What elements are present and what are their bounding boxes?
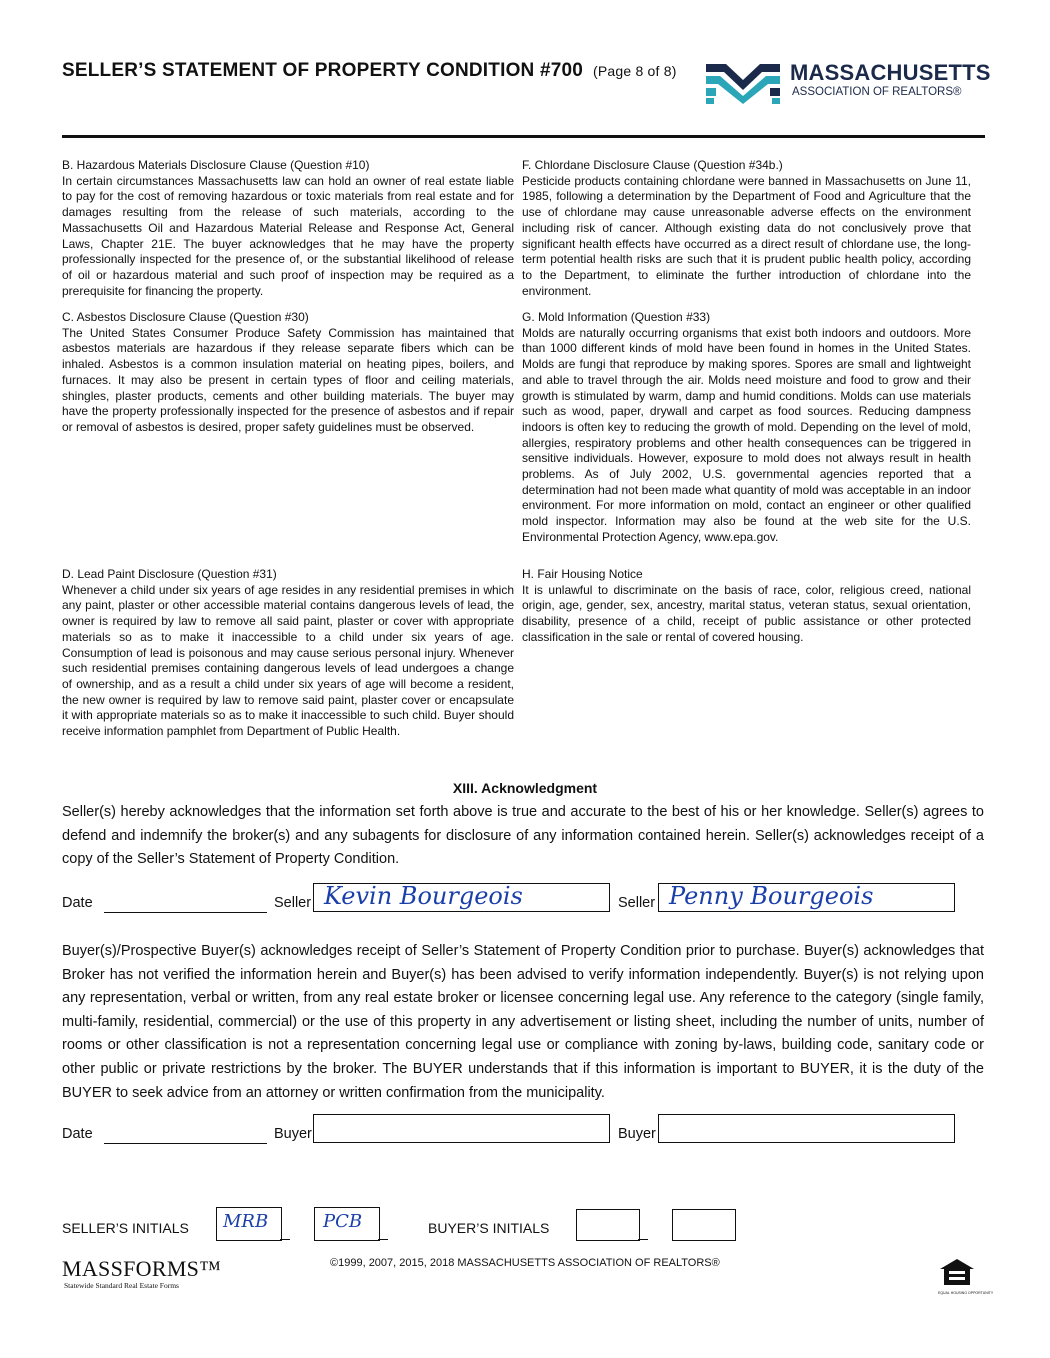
section-chlordane <box>522 158 971 299</box>
seller1-signature: Kevin Bourgeois <box>324 882 523 910</box>
seller2-signature: Penny Bourgeois <box>669 882 874 910</box>
seller2-signature-box[interactable] <box>658 883 955 912</box>
buyer1-signature-box[interactable] <box>313 1114 610 1143</box>
buyer-date-field[interactable] <box>104 1143 267 1144</box>
buyer-initials-label: BUYER’S INITIALS <box>428 1220 550 1236</box>
seller-acknowledgment-text: Seller(s) hereby acknowledges that the information set forth above is true and accurate to the best of his or her knowledge. Seller(s) agrees to defend and indemnify the broker(s) and any subagents for disclosure of any information contained herein. Seller(s) acknowledges receipt of a copy of the Seller’s Statement of Property Condition. <box>62 804 984 868</box>
form-title-text: SELLER’S STATEMENT OF PROPERTY CONDITION #700 <box>62 60 584 81</box>
section-body: It is unlawful to discriminate on the basis of race, color, religious creed, national origin, age, gender, sex, ancestry, marital status, veteran status, sexual orientation, disability, presence of a child, receipt of public assistance or other protected classification in the sale or rental of covered housing. <box>522 582 971 644</box>
seller-date-label: Date <box>62 895 93 911</box>
seller1-initials-box[interactable] <box>216 1207 282 1241</box>
section-body: Whenever a child under six years of age resides in any residential premises in which any paint, plaster or other accessible material contains dangerous levels of lead, the owner is required by law to remove all said paint, plaster or cover with appropriate materials so as to make it inaccessible to a child under six years of age. Consumption of lead is poisonous and may cause serious personal injury. Whenever such residential premises containing dangerous levels of lead undergoes a change of ownership, and as a result a child under six years of age will become a resident, the new owner is required by law to remove said paint, plaster cover or encapsulate it with appropriate materials so as to make it inaccessible to such child. Buyer should receive information pamphlet from Department of Public Health. <box>62 582 514 739</box>
seller2-initials: PCB <box>323 1211 363 1232</box>
section-body: Molds are naturally occurring organisms that exist both indoors and outdoors. More than 1000 different kinds of mold have been found in homes in the United States. Molds are fungi that reproduce by making spores. Spores are small and lightweight and able to travel through the air. Molds need moisture and food to grow and their growth is stimulated by warm, damp and humid conditions. Molds can use materials such as wood, paper, drywall and carpet as food sources. Reducing dampness indoors is often key to reducing the growth of mold. Depending on the level of mold, allergies, respiratory problems and other health consequences can be triggered in sensitive individuals. However, exposure to mold does not always result in health problems. As of July 2002, U.S. governmental agencies reported that a determination had not been made what quantity of mold was acceptable in an indoor environment. For more information on mold, contact an engineer or other qualified mold inspector. Information may also be found at the web site for the U.S. Environmental Protection Agency, www.epa.gov. <box>522 325 971 544</box>
buyer1-initials-box[interactable] <box>576 1209 640 1241</box>
equal-housing-icon <box>938 1258 994 1295</box>
buyer-date-label: Date <box>62 1126 93 1142</box>
seller2-label: Seller <box>618 895 656 911</box>
buyer2-signature-box[interactable] <box>658 1114 955 1143</box>
header-divider <box>62 135 985 138</box>
seller-date-field[interactable] <box>104 912 267 913</box>
page-indicator: (Page 8 of 8) <box>593 63 677 79</box>
acknowledgment-heading: XIII. Acknowledgment <box>452 780 598 796</box>
section-mold <box>522 310 971 546</box>
seller-initials-label: SELLER’S INITIALS <box>62 1220 189 1236</box>
section-asbestos <box>62 310 514 436</box>
buyer-acknowledgment-text: Buyer(s)/Prospective Buyer(s) acknowledges receipt of Seller’s Statement of Property Condition prior to purchase. Buyer(s) acknowledges that Broker has not verified the information herein and Buyer(s) has been advised to verify information independently. Buyer(s) is not relying upon any representation, verbal or written, from any real estate broker or licensee concerning legal use. Any reference to the category (single family, multi-family, residential, commercial) or the use of this property in any advertisement or listing sheet, including the number of units, number of rooms or other classification is not a representation concerning legal use or compliance with zoning by-laws, building code, sanitary code or other public or private restrictions by the broker. The BUYER understands that if this information is important to BUYER, it is the duty of the BUYER to seek advice from an attorney or written confirmation from the municipality. <box>62 943 984 1101</box>
org-subtitle: ASSOCIATION OF REALTORS® <box>792 86 962 98</box>
initials-underline <box>280 1239 290 1240</box>
section-body: The United States Consumer Produce Safety Commission has maintained that asbestos materials are hazardous if they release separate fibers which can be inhaled. Asbestos is a common insulation material on heating pipes, boilers, and furnaces. It may also be present in certain types of floor and ceiling materials, shingles, plaster products, cements and other building materials. The buyer may have the property professionally inspected for the presence of asbestos and if repair or removal of asbestos is desired, proper safety guidelines must be observed. <box>62 325 514 434</box>
section-title: D. Lead Paint Disclosure (Question #31) <box>62 567 277 581</box>
section-body: In certain circumstances Massachusetts law can hold an owner of real estate liable to pay for the cost of removing hazardous or toxic materials from real estate and for damages resulting from the release of such materials, according to the Massachusetts Oil and Hazardous Material Release and Response Act, General Laws, Chapter 21E. The buyer acknowledges that he may have the property professionally inspected for the presence of, or the substantial likelihood of release of oil or hazardous material and such proof of inspection may be required as a prerequisite for financing the property. <box>62 173 514 298</box>
seller1-signature-box[interactable] <box>313 883 610 912</box>
mar-logo-icon <box>706 58 780 104</box>
seller1-label: Seller <box>274 895 312 911</box>
buyer2-initials-box[interactable] <box>672 1209 736 1241</box>
initials-underline <box>638 1239 648 1240</box>
initials-underline <box>378 1239 388 1240</box>
section-title: C. Asbestos Disclosure Clause (Question #30) <box>62 310 309 324</box>
buyer1-label: Buyer <box>274 1126 312 1142</box>
massforms-logo: MASSFORMS™ <box>62 1256 222 1281</box>
section-title: H. Fair Housing Notice <box>522 567 643 581</box>
section-fair-housing <box>522 567 971 646</box>
section-body: Pesticide products containing chlordane were banned in Massachusetts on June 11, 1985, following a determination by the Department of Food and Agriculture that the use of chlordane may cause unreasonable adverse effects on the environment including risk of cancer. Although existing data do not conclusively prove that significant health effects have occurred as a direct result of chlordane use, the long-term potential health risks are such that it is prudent public health policy, according to the Department, to eliminate the further introduction of chlordane into the environment. <box>522 173 971 298</box>
buyer2-label: Buyer <box>618 1126 656 1142</box>
section-title: G. Mold Information (Question #33) <box>522 310 711 324</box>
section-lead-paint <box>62 567 514 740</box>
form-title <box>62 60 677 82</box>
section-title: B. Hazardous Materials Disclosure Clause (Question #10) <box>62 158 370 172</box>
seller1-initials: MRB <box>223 1211 269 1232</box>
massforms-tagline: Statewide Standard Real Estate Forms <box>64 1281 179 1290</box>
section-title: F. Chlordane Disclosure Clause (Question #34b.) <box>522 158 783 172</box>
copyright-notice: ©1999, 2007, 2015, 2018 MASSACHUSETTS ASSOCIATION OF REALTORS® <box>330 1257 720 1269</box>
seller2-initials-box[interactable] <box>314 1207 380 1241</box>
equal-housing-label: EQUAL HOUSING OPPORTUNITY <box>938 1291 994 1295</box>
org-name: MASSACHUSETTS <box>790 60 991 85</box>
section-hazardous-materials <box>62 158 514 299</box>
